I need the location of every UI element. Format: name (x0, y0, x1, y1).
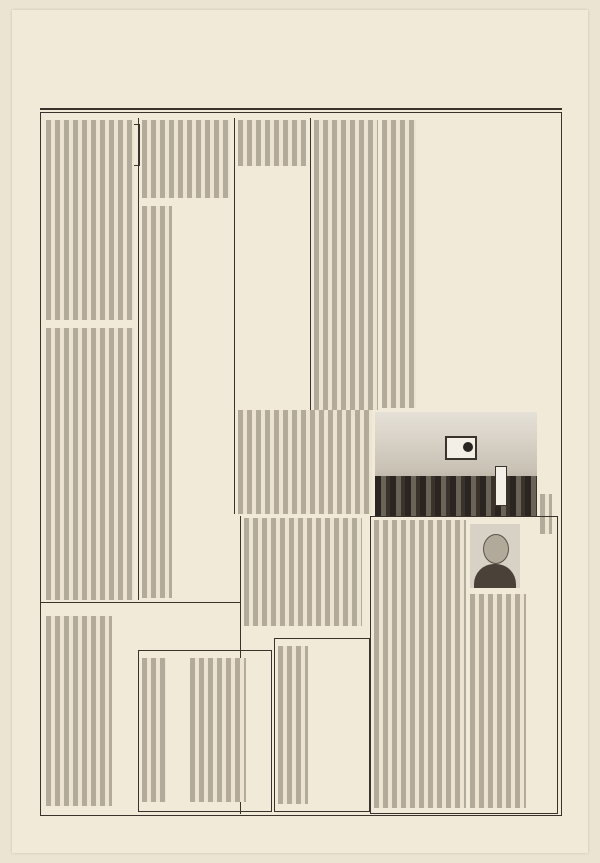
feature-body-text-2 (142, 206, 172, 598)
column-body-text-2 (470, 594, 526, 808)
feature-body-text-1 (142, 120, 230, 198)
left-column-text-1 (46, 120, 134, 320)
crowd (375, 476, 537, 516)
typhoon-divider (234, 118, 235, 514)
masthead-rule (40, 108, 562, 110)
recruit-body-text-1 (190, 658, 246, 802)
portrait-shoulders (474, 564, 516, 588)
newspaper-page (12, 10, 588, 853)
lead-body-text-1 (382, 120, 416, 408)
lower-divider (40, 602, 240, 603)
basketball (463, 442, 473, 452)
column-body-text-1 (374, 520, 466, 808)
player (495, 466, 507, 506)
portrait-head (483, 534, 509, 564)
left-column-text-2 (46, 328, 134, 600)
typhoon-body-text-1 (238, 120, 306, 166)
lead-body-text-2 (314, 120, 378, 410)
recruit-body-text-2 (142, 658, 166, 802)
basketball-photo (375, 412, 537, 516)
feature-divider (138, 118, 139, 600)
military-news-body-text (46, 616, 112, 806)
typhoon-body-text-2 (238, 410, 372, 514)
classics-body-text (278, 646, 308, 804)
author-portrait (470, 524, 520, 588)
management-body-text (244, 518, 362, 626)
